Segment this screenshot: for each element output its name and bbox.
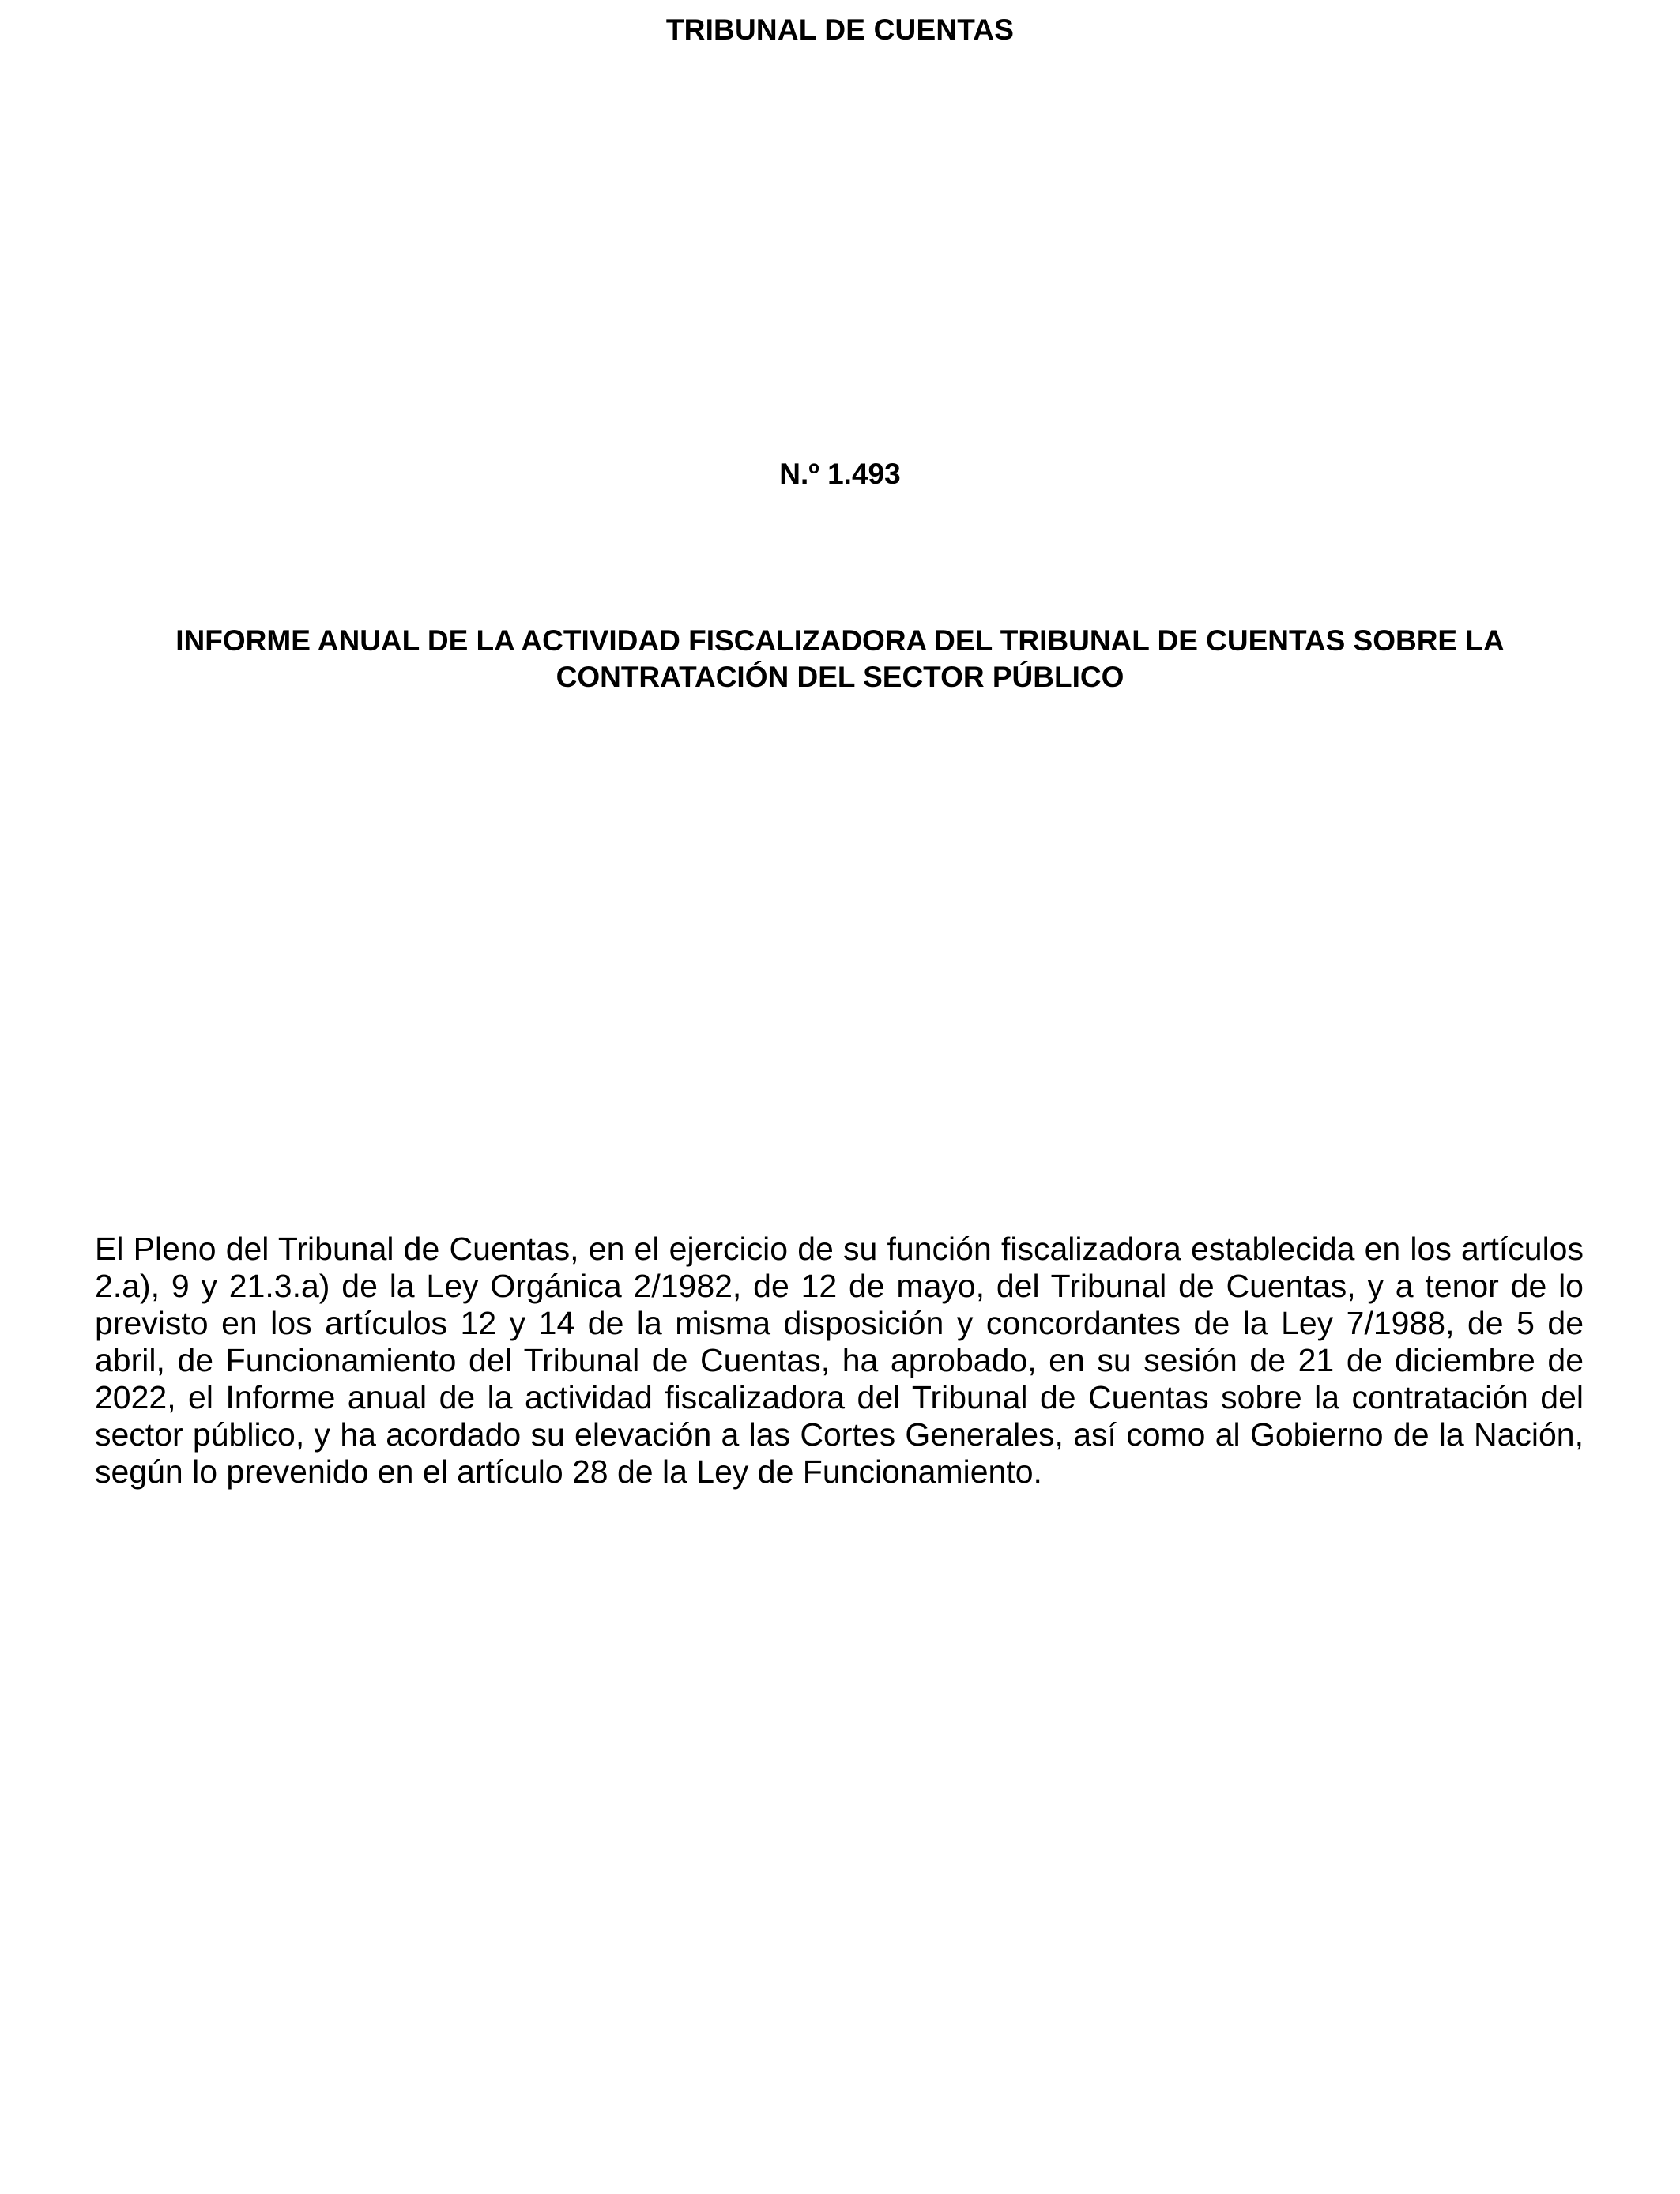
report-title: INFORME ANUAL DE LA ACTIVIDAD FISCALIZADORA DEL TRIBUNAL DE CUENTAS SOBRE LA CONTRATACIÓN DEL SECTOR PÚBLICO [175, 624, 1505, 693]
resolution-paragraph: El Pleno del Tribunal de Cuentas, en el ejercicio de su función fiscalizadora establecida en los artículos 2.a), 9 y 21.3.a) de la Ley Orgánica 2/1982, de 12 de mayo, del Tribunal de Cuentas, y a tenor de lo previsto en los artículos 12 y 14 de la misma disposición y concordantes de la Ley 7/1988, de 5 de abril, de Funcionamiento del Tribunal de Cuentas, ha aprobado, en su sesión de 21 de diciembre de 2022, el Informe anual de la actividad fiscalizadora del Tribunal de Cuentas sobre la contratación del sector público, y ha acordado su elevación a las Cortes Generales, así como al Gobierno de la Nación, según lo prevenido en el artículo 28 de la Ley de Funcionamiento. [95, 1231, 1584, 1490]
report-number: N.º 1.493 [779, 458, 901, 490]
institution-header: TRIBUNAL DE CUENTAS [665, 13, 1015, 46]
